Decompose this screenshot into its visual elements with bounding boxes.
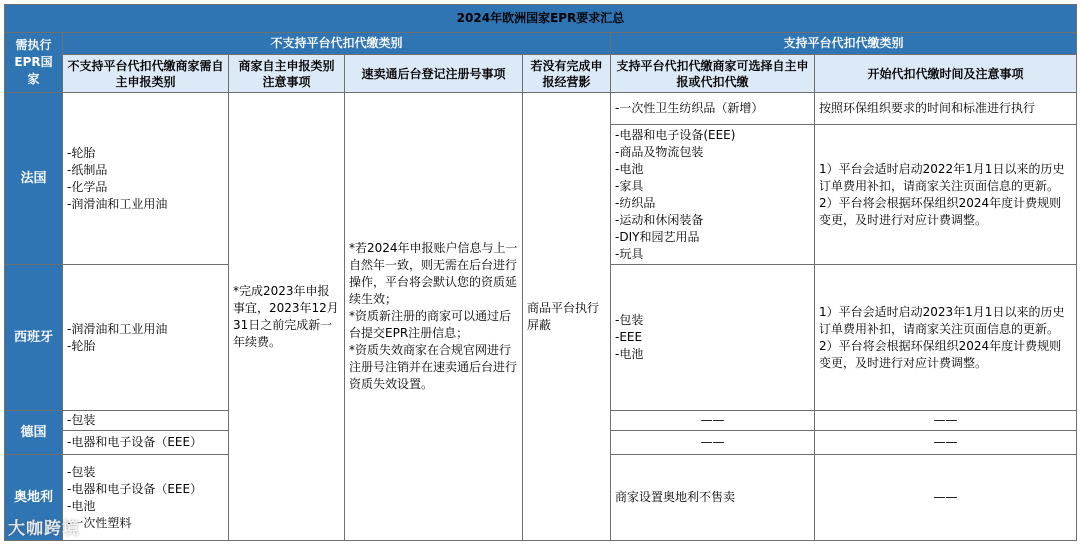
col-header-self-declare-notes: 商家自主申报类别注意事项 <box>229 55 345 93</box>
group-header-row <box>5 33 1077 55</box>
impact-austria: 商家设置奥地利不售卖 <box>611 455 815 541</box>
france-unsupported-categories: -轮胎 -纸制品 -化学品 -润滑油和工业用油 <box>63 93 229 265</box>
austria-unsupported-categories: -包装 -电器和电子设备（EEE） -电池 -一次性塑料 <box>63 455 229 541</box>
spain-supported: -包装 -EEE -电池 <box>611 265 815 411</box>
austria-supported-dash: —— <box>815 455 1077 541</box>
france-supported-b: -电器和电子设备(EEE) -商品及物流包装 -电池 -家具 -纺织品 -运动和休闲装备 -DIY和园艺用品 -玩具 <box>611 125 815 265</box>
supported-group-header: 支持平台代扣代缴类别 <box>611 33 1077 55</box>
spain-unsupported-categories: -润滑油和工业用油 -轮胎 <box>63 265 229 411</box>
germany-supported-a-dash: —— <box>611 411 815 431</box>
col-header-timing-notes: 开始代扣代缴时间及注意事项 <box>815 55 1077 93</box>
table-row <box>5 93 1077 125</box>
germany-timing-b-dash: —— <box>815 431 1077 455</box>
france-supported-a: -一次性卫生纺织品（新增） <box>611 93 815 125</box>
col-header-unsupported-categories: 不支持平台代扣代缴商家需自主申报类别 <box>63 55 229 93</box>
col-header-supported-categories: 支持平台代扣代缴商家可选择自主申报或代扣代缴 <box>611 55 815 93</box>
registration-notes: *若2024年申报账户信息与上一自然年一致，则无需在后台进行操作，平台将会默认您的资质延续生效； *资质新注册的商家可以通过后台提交EPR注册信息； *资质失效商家在合规官网进行注册号注销并在速卖通后台进行资质失效设置。 <box>345 93 523 541</box>
impact-blocking: 商品平台执行屏蔽 <box>523 93 611 541</box>
country-germany: 德国 <box>5 411 63 455</box>
country-france: 法国 <box>5 93 63 265</box>
country-spain: 西班牙 <box>5 265 63 411</box>
table-title: 2024年欧洲国家EPR要求汇总 <box>5 5 1077 33</box>
france-timing-a: 按照环保组织要求的时间和标准进行执行 <box>815 93 1077 125</box>
unsupported-group-header: 不支持平台代扣代缴类别 <box>63 33 611 55</box>
col-header-impact: 若没有完成申报经营影 <box>523 55 611 93</box>
france-timing-b: 1）平台会适时启动2022年1月1日以来的历史订单费用补扣，请商家关注页面信息的更新。 2）平台将会根据环保组织2024年度计费规则变更，及时进行对应计费调整。 <box>815 125 1077 265</box>
country-header: 需执行EPR国家 <box>5 33 63 93</box>
germany-unsupported-b: -电器和电子设备（EEE） <box>63 431 229 455</box>
germany-supported-b-dash: —— <box>611 431 815 455</box>
germany-unsupported-a: -包装 <box>63 411 229 431</box>
epr-summary-table <box>4 4 1077 541</box>
spain-timing: 1）平台会适时启动2023年1月1日以来的历史订单费用补扣，请商家关注页面信息的更新。 2）平台将会根据环保组织2024年度计费规则变更，及时进行对应计费调整。 <box>815 265 1077 411</box>
germany-timing-a-dash: —— <box>815 411 1077 431</box>
col-header-registration-notes: 速卖通后台登记注册号事项 <box>345 55 523 93</box>
column-header-row <box>5 55 1077 93</box>
self-declare-notes: *完成2023年申报事宜，2023年12月31日之前完成新一年续费。 <box>229 93 345 541</box>
country-austria: 奥地利 <box>5 455 63 541</box>
watermark-text: 大咖跨境 <box>8 519 80 539</box>
title-row <box>5 5 1077 33</box>
